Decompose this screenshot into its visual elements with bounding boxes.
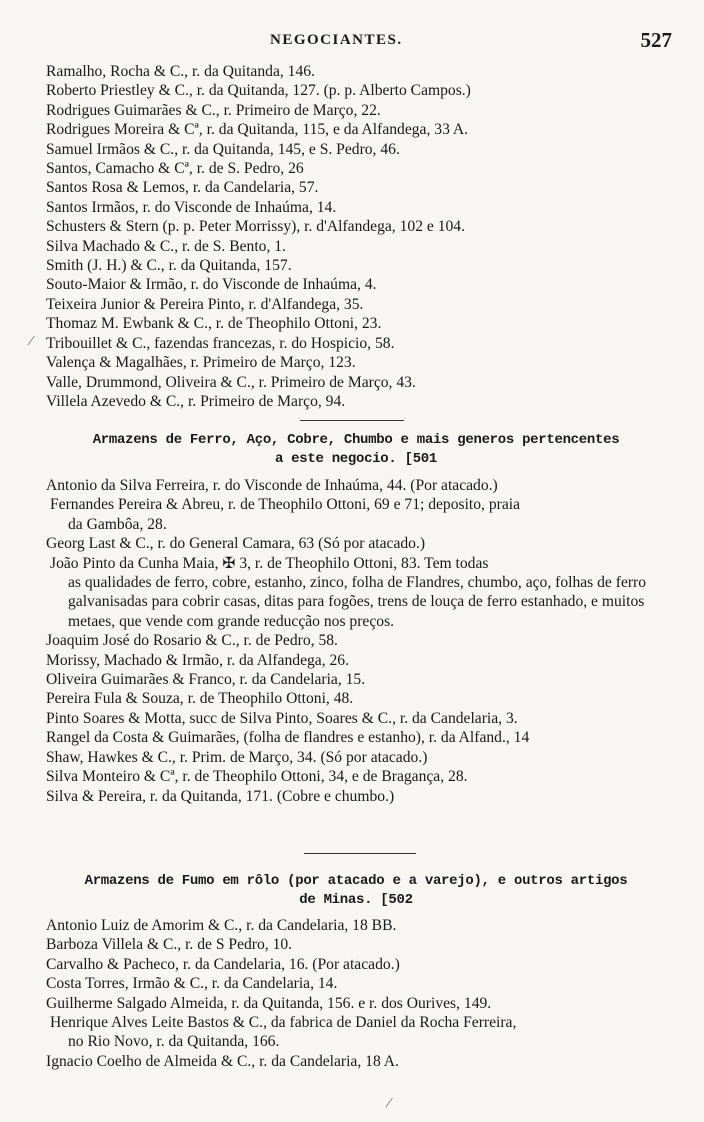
section-divider <box>300 420 404 421</box>
list-entry <box>0 916 704 935</box>
list-entry <box>0 1013 704 1052</box>
entry-text: Fernandes Pereira & Abreu, r. de Theophilo Ottoni, 69 e 71; deposito, praia <box>50 496 521 514</box>
entry-text: Silva & Pereira, r. da Quitanda, 171. (Cobre e chumbo.) <box>46 787 395 805</box>
entry-continuation: da Gambôa, 28. <box>68 515 167 533</box>
iron-merchant-list <box>0 476 704 806</box>
section-title-line: a este negocio. [501 <box>274 451 438 467</box>
list-entry <box>0 476 704 495</box>
list-entry: Samuel Irmãos & C., r. da Quitanda, 145, e S. Pedro, 46. <box>46 140 400 158</box>
tobacco-merchant-list <box>0 916 704 1071</box>
list-entry <box>0 670 704 689</box>
list-entry: Ramalho, Rocha & C., r. da Quitanda, 146. <box>46 63 315 80</box>
list-entry <box>0 974 704 993</box>
entry-text: Pinto Soares & Motta, succ de Silva Pinto, Soares & C., r. da Candelaria, 3. <box>46 709 518 727</box>
merchant-list <box>0 62 704 411</box>
list-entry <box>0 631 704 650</box>
handwritten-tick-mark: ⁄ <box>30 334 33 349</box>
stray-pen-mark: ⁄ <box>388 1096 391 1111</box>
list-entry <box>0 955 704 974</box>
list-entry <box>0 787 704 806</box>
section-iron-title <box>0 431 676 469</box>
entry-text: Carvalho & Pacheco, r. da Candelaria, 16. (Por atacado.) <box>46 955 400 973</box>
entry-text: Antonio Luiz de Amorim & C., r. da Candelaria, 18 BB. <box>46 917 397 934</box>
list-entry <box>0 554 704 632</box>
entry-text: Rangel da Costa & Guimarães, (folha de flandres e estanho), r. da Alfand., 14 <box>46 729 530 747</box>
entry-text: Guilherme Salgado Almeida, r. da Quitanda, 156. e r. dos Ourives, 149. <box>46 994 492 1012</box>
entry-continuation: as qualidades de ferro, cobre, estanho, zinco, folha de Flandres, chumbo, aço, folhas de ferro galvanisadas para cobrir casas, ditas para fogões, trens de louça de ferro estanhado, e muitos metaes, que vende com grande reducção nos preços. <box>68 574 647 630</box>
list-entry: Schusters & Stern (p. p. Peter Morrissy), r. d'Alfandega, 102 e 104. <box>46 218 466 236</box>
section-title-line: Armazens de Ferro, Aço, Cobre, Chumbo e mais generos pertencentes <box>92 432 620 448</box>
list-entry <box>0 1052 704 1071</box>
entry-continuation: no Rio Novo, r. da Quitanda, 166. <box>68 1033 280 1051</box>
page-header <box>0 28 704 54</box>
list-entry: Tribouillet & C., fazendas francezas, r. do Hospicio, 58. <box>46 334 395 352</box>
list-entry: Santos, Camacho & Cª, r. de S. Pedro, 26 <box>46 160 304 178</box>
page-number: 527 <box>640 28 672 52</box>
list-entry <box>0 709 704 728</box>
entry-text: Pereira Fula & Souza, r. de Theophilo Ottoni, 48. <box>46 690 354 708</box>
list-entry <box>0 534 704 553</box>
list-entry: Valle, Drummond, Oliveira & C., r. Primeiro de Março, 43. <box>46 373 416 391</box>
section-divider <box>304 853 416 854</box>
section-tobacco-title <box>0 872 676 910</box>
list-entry: Smith (J. H.) & C., r. da Quitanda, 157. <box>46 257 292 275</box>
section-title-line: de Minas. [502 <box>299 892 413 908</box>
list-entry: Santos Irmãos, r. do Visconde de Inhaúma, 14. <box>46 198 337 216</box>
list-entry <box>0 994 704 1013</box>
page-title: NEGOCIANTES. <box>270 32 403 48</box>
list-entry <box>0 748 704 767</box>
list-entry <box>0 651 704 670</box>
list-entry: Teixeira Junior & Pereira Pinto, r. d'Alfandega, 35. <box>46 295 364 313</box>
list-entry: Thomaz M. Ewbank & C., r. de Theophilo Ottoni, 23. <box>46 315 382 333</box>
entry-text: Morissy, Machado & Irmão, r. da Alfandega, 26. <box>46 651 349 669</box>
list-entry: Roberto Priestley & C., r. da Quitanda, 127. (p. p. Alberto Campos.) <box>46 82 471 100</box>
section-title-line: Armazens de Fumo em rôlo (por atacado e a varejo), e outros artigos <box>84 873 628 889</box>
entry-text: Silva Monteiro & Cª, r. de Theophilo Ottoni, 34, e de Bragança, 28. <box>46 768 468 786</box>
entry-text: Barboza Villela & C., r. de S Pedro, 10. <box>46 936 293 954</box>
list-entry: Silva Machado & C., r. de S. Bento, 1. <box>46 237 286 255</box>
list-entry <box>0 495 704 534</box>
entry-text: Oliveira Guimarães & Franco, r. da Candelaria, 15. <box>46 671 366 689</box>
list-entry: Valença & Magalhães, r. Primeiro de Março, 123. <box>46 354 356 372</box>
entry-text: Shaw, Hawkes & C., r. Prim. de Março, 34. (Só por atacado.) <box>46 748 428 766</box>
list-entry: Villela Azevedo & C., r. Primeiro de Março, 94. <box>46 392 346 410</box>
list-entry: Souto-Maior & Irmão, r. do Visconde de Inhaúma, 4. <box>46 276 377 294</box>
entry-text: Antonio da Silva Ferreira, r. do Visconde de Inhaúma, 44. (Por atacado.) <box>46 477 498 494</box>
entry-text: João Pinto da Cunha Maia, ✠ 3, r. de Theophilo Ottoni, 83. Tem todas <box>50 554 489 572</box>
list-entry <box>0 689 704 708</box>
list-entry: Santos Rosa & Lemos, r. da Candelaria, 57. <box>46 179 319 197</box>
entry-text: Georg Last & C., r. do General Camara, 63 (Só por atacado.) <box>46 535 426 553</box>
list-entry <box>0 935 704 954</box>
entry-text: Henrique Alves Leite Bastos & C., da fabrica de Daniel da Rocha Ferreira, <box>50 1014 517 1032</box>
entry-text: Ignacio Coelho de Almeida & C., r. da Candelaria, 18 A. <box>46 1052 399 1070</box>
list-entry <box>0 767 704 786</box>
list-entry: Rodrigues Guimarães & C., r. Primeiro de Março, 22. <box>46 101 381 119</box>
list-entry <box>0 728 704 747</box>
entry-text: Costa Torres, Irmão & C., r. da Candelaria, 14. <box>46 975 338 993</box>
entry-text: Joaquim José do Rosario & C., r. de Pedro, 58. <box>46 632 338 650</box>
list-entry: Rodrigues Moreira & Cª, r. da Quitanda, 115, e da Alfandega, 33 A. <box>46 121 469 139</box>
